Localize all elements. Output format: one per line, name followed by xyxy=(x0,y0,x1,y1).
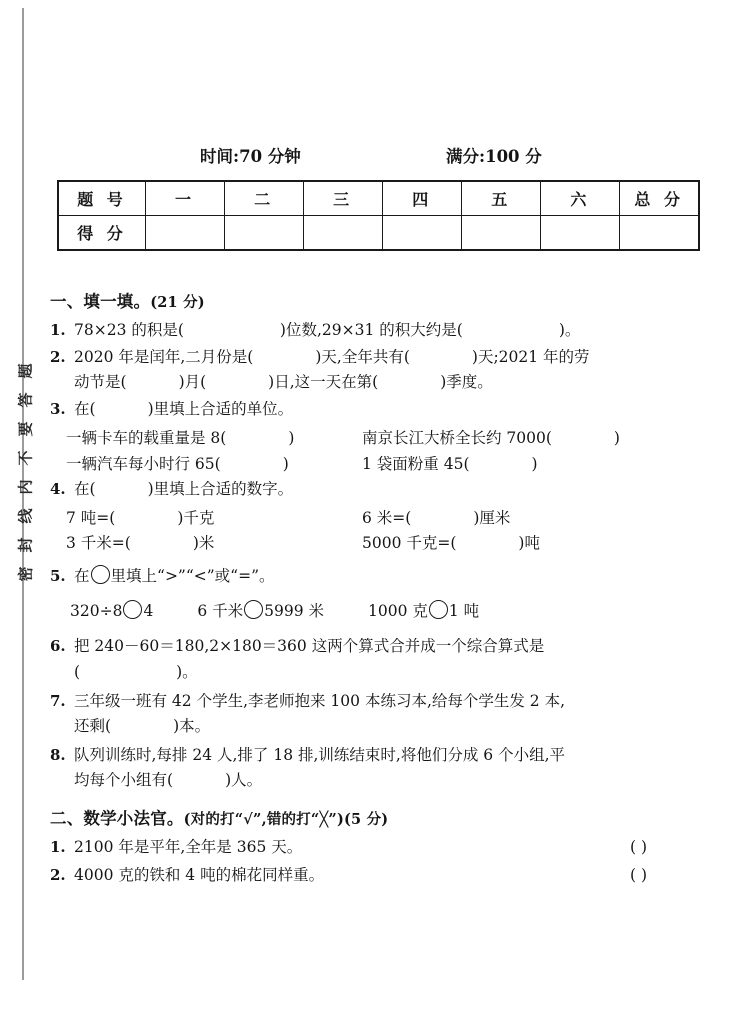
section-2-points: (5 分) xyxy=(344,811,389,829)
exam-full-marks: 满分:100 分 xyxy=(446,147,542,166)
question-6-line-2 xyxy=(74,660,710,685)
question-2 xyxy=(50,345,710,395)
score-cell-total[interactable] xyxy=(620,216,699,251)
section-heading-fill-in-blanks xyxy=(50,288,710,312)
question-4-stem-b: )里填上合适的数字。 xyxy=(147,479,294,498)
question-3-item-2-text: 南京长江大桥全长约 7000( xyxy=(362,429,552,448)
question-2-part-b: )天,全年共有( xyxy=(315,348,410,367)
question-3-number: 3. xyxy=(50,400,66,419)
question-2-part-g: )季度。 xyxy=(440,373,493,392)
question-1-part-b: )位数,29×31 的积大约是( xyxy=(279,321,463,339)
question-7-line-2 xyxy=(74,714,710,739)
question-7-line-1: 三年级一班有 42 个学生,李老师抱来 100 本练习本,给每个学生发 2 本, xyxy=(74,691,566,710)
question-3-item-3-end: ) xyxy=(282,454,289,473)
question-2-part-a: 2020 年是闰年,二月份是( xyxy=(74,348,254,367)
question-7-number: 7. xyxy=(50,691,66,710)
question-5 xyxy=(50,564,710,589)
question-3-item-1 xyxy=(66,426,362,451)
question-3-item-row-2 xyxy=(50,452,710,477)
question-5-stem xyxy=(74,564,710,589)
section-2-title: 二、数学小法官。 xyxy=(50,809,184,829)
question-4-item-3-text: 3 千米=( xyxy=(66,533,131,552)
question-5-comparison-3-left: 1000 克 xyxy=(367,602,428,621)
question-5-comparison-3-right: 1 吨 xyxy=(448,602,480,621)
question-1 xyxy=(50,318,710,343)
question-6-paren-close: )。 xyxy=(176,662,198,681)
circle-icon[interactable] xyxy=(123,600,142,619)
question-3-stem xyxy=(74,397,710,422)
circle-icon[interactable] xyxy=(429,600,448,619)
question-3-item-4 xyxy=(362,452,692,477)
score-cell-4[interactable] xyxy=(383,216,462,251)
score-cell-3[interactable] xyxy=(304,216,383,251)
question-4-item-3 xyxy=(66,531,362,556)
circle-icon[interactable] xyxy=(91,565,110,584)
question-3-item-4-end: ) xyxy=(531,454,538,473)
score-cell-1[interactable] xyxy=(146,216,225,251)
question-5-stem-b: 里填上“>”“<”或“=”。 xyxy=(110,566,275,585)
score-cell-2[interactable] xyxy=(225,216,304,251)
section-2-subtitle: (对的打“√”,错的打“╳”) xyxy=(183,811,344,829)
question-1-part-a: 78×23 的积是( xyxy=(74,321,184,339)
question-2-line-1 xyxy=(74,345,710,370)
question-2-part-f: )日,这一天在第( xyxy=(268,373,379,392)
question-8 xyxy=(50,743,710,793)
question-5-comparison-1 xyxy=(70,598,153,624)
question-7-part-b: )本。 xyxy=(173,716,211,735)
question-5-comparison-2-right: 5999 米 xyxy=(264,602,324,621)
question-5-comparison-1-left: 320÷8 xyxy=(70,602,123,621)
question-4-item-2-end: )厘米 xyxy=(473,508,511,527)
table-row-question-numbers xyxy=(58,181,699,216)
score-col-4: 四 xyxy=(383,181,462,216)
question-7-part-a: 还剩( xyxy=(74,716,112,735)
question-5-stem-a: 在 xyxy=(74,566,90,585)
question-4-item-1-end: )千克 xyxy=(177,508,215,527)
question-4-item-1 xyxy=(66,506,362,531)
score-col-5: 五 xyxy=(462,181,541,216)
judge-item-2-answer-box[interactable]: ( ) xyxy=(630,866,648,885)
score-col-3: 三 xyxy=(304,181,383,216)
question-2-part-e: )月( xyxy=(178,373,207,392)
question-6-paren-open: ( xyxy=(74,662,81,681)
score-table-container xyxy=(57,180,700,251)
question-2-part-c: )天;2021 年的劳 xyxy=(471,348,590,367)
question-5-comparison-row xyxy=(50,598,710,624)
question-4-item-3-end: )米 xyxy=(192,533,215,552)
judge-item-2 xyxy=(50,863,710,888)
score-table xyxy=(57,180,700,251)
question-8-part-a: 均每个小组有( xyxy=(74,770,174,789)
question-4-item-1-text: 7 吨=( xyxy=(66,508,116,527)
exam-time: 时间:70 分钟 xyxy=(200,147,301,166)
question-8-number: 8. xyxy=(50,745,66,764)
row-label-question-number: 题 号 xyxy=(58,181,146,216)
judge-item-2-number: 2. xyxy=(50,866,66,885)
question-5-comparison-1-right: 4 xyxy=(143,602,154,621)
question-3-item-1-end: ) xyxy=(288,429,295,448)
question-4-item-2-text: 6 米=( xyxy=(362,508,412,527)
judge-item-1 xyxy=(50,835,710,860)
question-4-item-row-1 xyxy=(50,506,710,531)
question-2-number: 2. xyxy=(50,348,66,367)
question-2-line-2 xyxy=(74,370,710,395)
question-8-line-2 xyxy=(74,768,710,793)
question-1-number: 1. xyxy=(50,321,66,339)
score-col-2: 二 xyxy=(225,181,304,216)
exam-body xyxy=(50,288,710,891)
judge-item-1-number: 1. xyxy=(50,838,66,857)
question-3-item-row-1 xyxy=(50,426,710,451)
question-5-comparison-2 xyxy=(197,598,324,624)
question-4-stem xyxy=(74,477,710,502)
question-5-number: 5. xyxy=(50,566,66,585)
question-3-item-2-end: ) xyxy=(613,429,620,448)
question-4-item-row-2 xyxy=(50,531,710,556)
question-4-item-4 xyxy=(362,531,692,556)
question-4 xyxy=(50,477,710,502)
judge-item-1-text: 2100 年是平年,全年是 365 天。 xyxy=(74,838,303,857)
question-4-item-4-end: )吨 xyxy=(518,533,540,552)
question-7 xyxy=(50,689,710,739)
question-3-item-4-text: 1 袋面粉重 45( xyxy=(362,454,470,473)
section-heading-true-false xyxy=(50,805,710,829)
score-cell-5[interactable] xyxy=(462,216,541,251)
question-6 xyxy=(50,634,710,684)
question-8-line-1: 队列训练时,每排 24 人,排了 18 排,训练结束时,将他们分成 6 个小组,平 xyxy=(74,745,566,764)
question-3-item-3-text: 一辆汽车每小时行 65( xyxy=(66,454,221,473)
question-1-text xyxy=(74,318,710,343)
row-label-score: 得 分 xyxy=(58,216,146,251)
question-5-comparison-3 xyxy=(368,598,479,624)
question-3 xyxy=(50,397,710,422)
question-3-item-3 xyxy=(66,452,362,477)
exam-meta-row xyxy=(200,143,620,167)
question-4-number: 4. xyxy=(50,479,66,498)
question-4-item-2 xyxy=(362,506,692,531)
question-2-part-d: 动节是( xyxy=(74,373,127,392)
section-1-title: 一、填一填。 xyxy=(50,292,151,311)
score-cell-6[interactable] xyxy=(541,216,620,251)
question-3-stem-b: )里填上合适的单位。 xyxy=(147,400,294,419)
judge-item-1-answer-box[interactable]: ( ) xyxy=(630,838,648,857)
section-1-points: (21 分) xyxy=(150,294,205,311)
question-6-number: 6. xyxy=(50,637,66,656)
question-6-line-1: 把 240－60＝180,2×180＝360 这两个算式合并成一个综合算式是 xyxy=(74,637,545,656)
score-col-1: 一 xyxy=(146,181,225,216)
question-5-comparison-2-left: 6 千米 xyxy=(197,602,244,621)
question-3-item-2 xyxy=(362,426,692,451)
question-4-item-4-text: 5000 千克=( xyxy=(362,533,457,552)
question-3-item-1-text: 一辆卡车的载重量是 8( xyxy=(66,429,227,448)
question-4-stem-a: 在( xyxy=(74,479,96,498)
question-3-stem-a: 在( xyxy=(74,400,96,419)
judge-item-2-text: 4000 克的铁和 4 吨的棉花同样重。 xyxy=(74,866,325,885)
seal-line-vertical-text: 密封线内不要答题 xyxy=(16,349,35,582)
table-row-scores xyxy=(58,216,699,251)
score-col-total: 总 分 xyxy=(620,181,699,216)
question-1-part-c: )。 xyxy=(558,321,581,339)
question-8-part-b: )人。 xyxy=(225,770,263,789)
score-col-6: 六 xyxy=(541,181,620,216)
circle-icon[interactable] xyxy=(244,600,263,619)
